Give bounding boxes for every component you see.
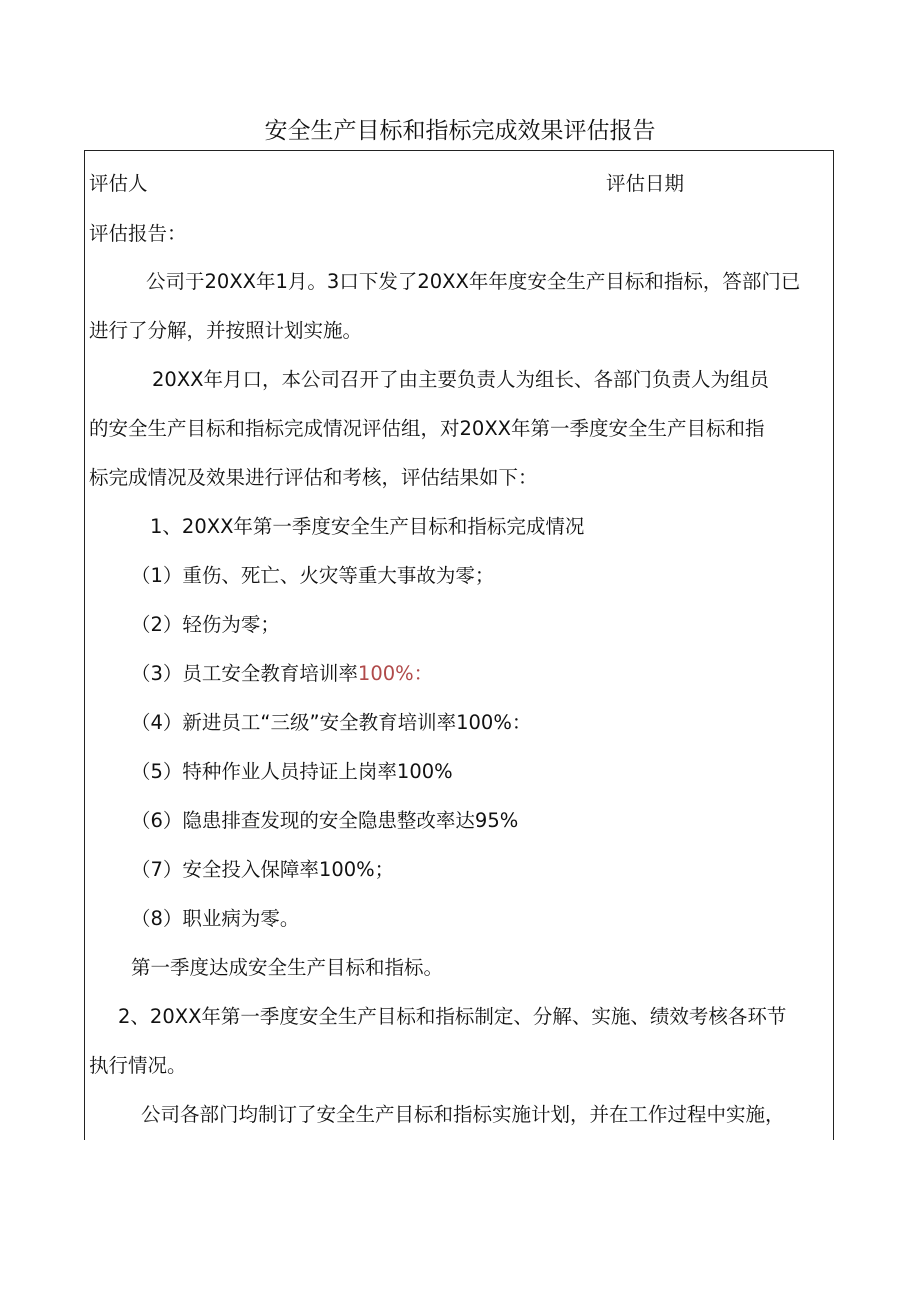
list-item: （6）隐患排查发现的安全隐患整改率达95%: [131, 809, 519, 832]
list-item: [131, 660, 433, 688]
list-item: （7）安全投入保障率100%；: [131, 858, 395, 881]
evaluator-label: 评估人: [89, 172, 148, 195]
paragraph-line: 标完成情况及效果进行评估和考核，评估结果如下：: [89, 466, 538, 489]
section-2-heading-cont: 执行情况。: [89, 1054, 187, 1077]
paragraph-line: 20XX年月口，本公司召开了由主要负责人为组长、各部门负责人为组员: [152, 368, 770, 391]
list-item: （8）职业病为零。: [131, 907, 300, 930]
report-table-frame: [84, 150, 834, 1140]
document-title: 安全生产目标和指标完成效果评估报告: [264, 118, 656, 144]
list-item: （1）重伤、死亡、火灾等重大事故为零；: [131, 564, 495, 587]
section-1-heading: 1、20XX年第一季度安全生产目标和指标完成情况: [150, 515, 585, 538]
paragraph-line: 的安全生产目标和指标完成情况评估组，对20XX年第一季度安全生产目标和指: [89, 417, 765, 440]
report-label: 评估报告：: [89, 222, 187, 245]
evaluation-date-label: 评估日期: [606, 172, 685, 195]
list-item: （5）特种作业人员持证上岗率100%: [131, 760, 453, 783]
list-item-highlight: 100%：: [357, 662, 434, 685]
summary-line: 第一季度达成安全生产目标和指标。: [131, 956, 444, 979]
list-item: （4）新进员工“三级”安全教育培训率100%：: [131, 711, 532, 734]
paragraph-line: 公司于20XX年1月。3口下发了20XX年年度安全生产目标和指标，答部门已: [146, 270, 801, 293]
list-item-text: （3）员工安全教育培训率: [131, 662, 358, 685]
section-2-heading: 2、20XX年第一季度安全生产目标和指标制定、分解、实施、绩效考核各环节: [118, 1005, 787, 1028]
list-item: （2）轻伤为零；: [131, 613, 280, 636]
paragraph-line: 公司各部门均制订了安全生产目标和指标实施计划，并在工作过程中实施，: [141, 1103, 785, 1126]
paragraph-line: 进行了分解，并按照计划实施。: [89, 319, 363, 342]
